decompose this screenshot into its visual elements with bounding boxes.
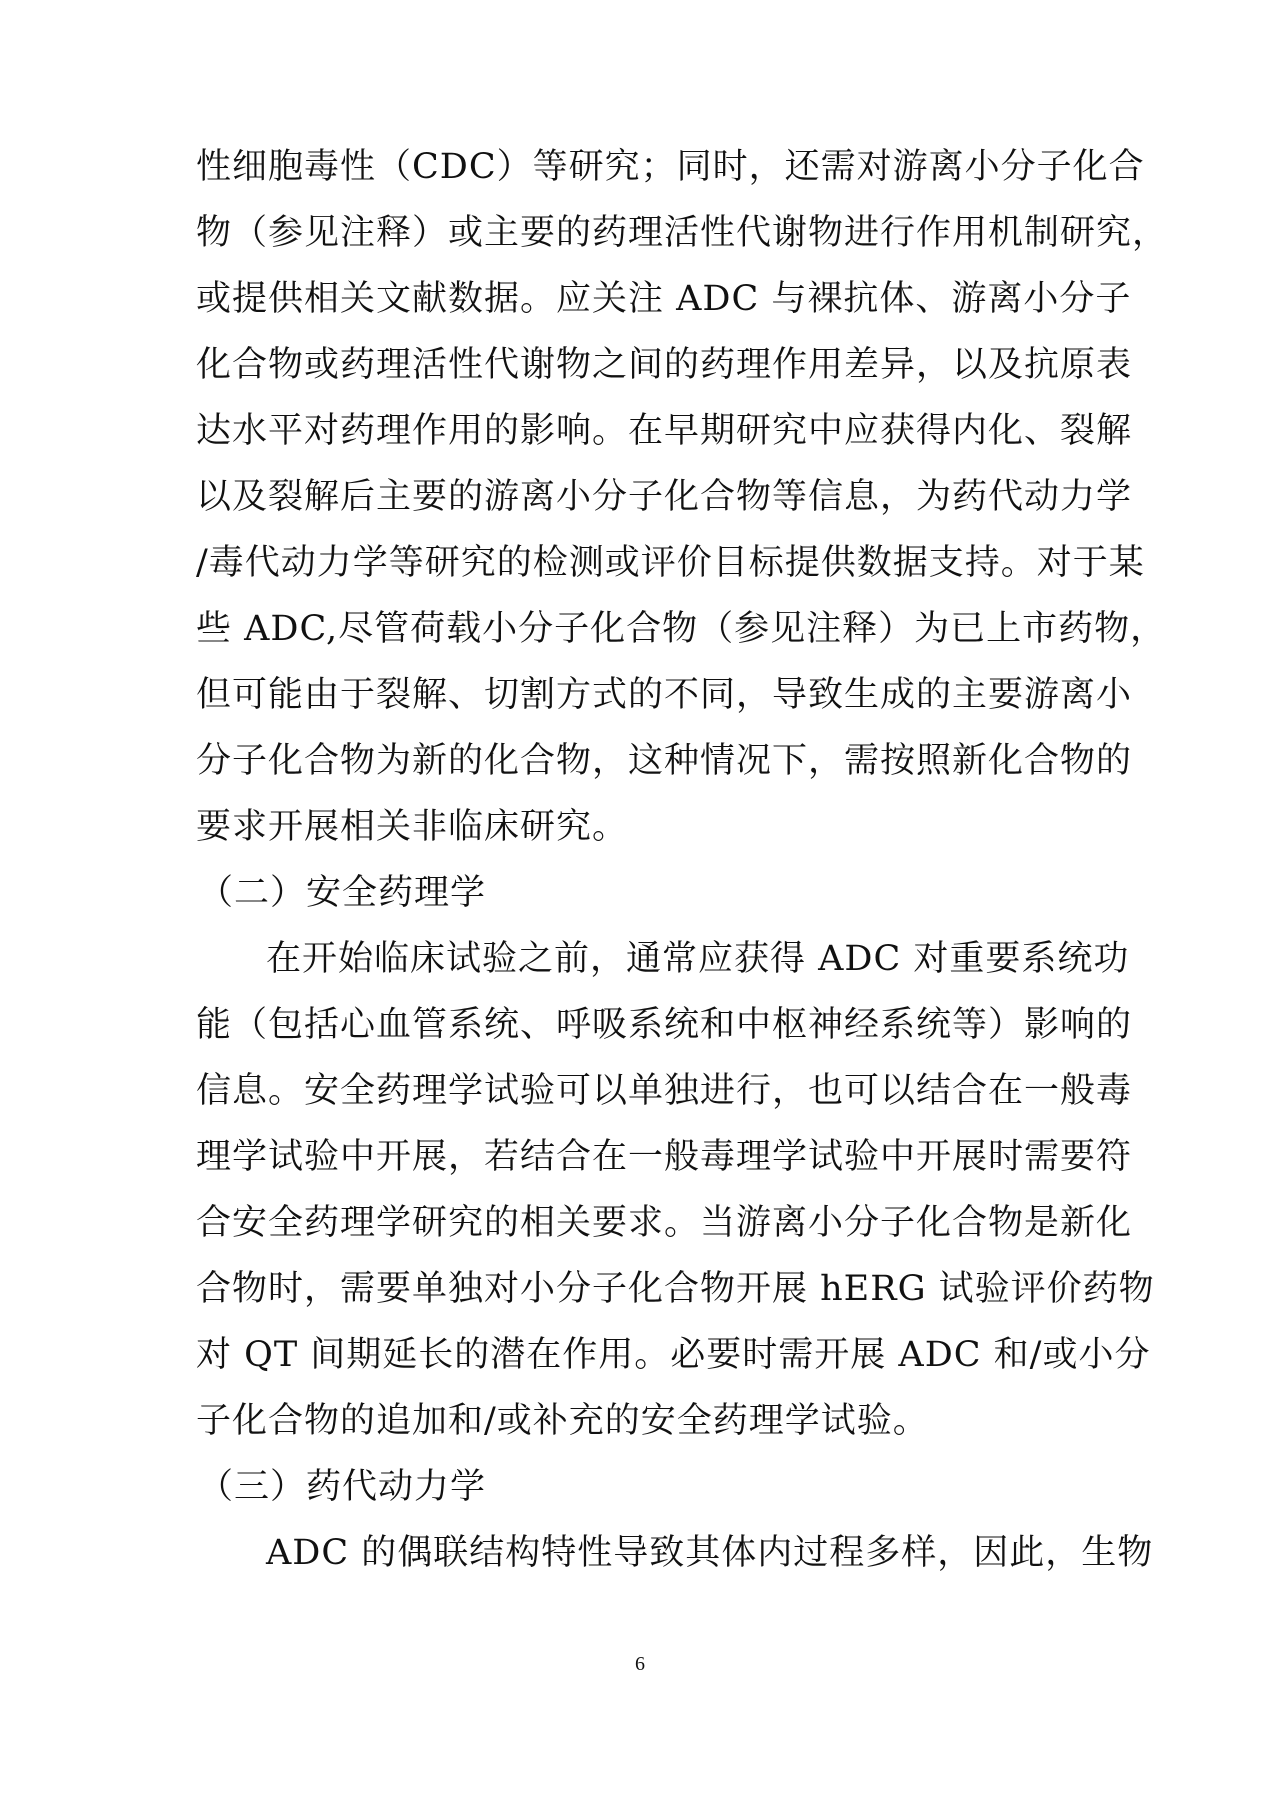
text-line: 但可能由于裂解、切割方式的不同，导致生成的主要游离小	[196, 675, 1133, 715]
page-number: 6	[635, 1653, 645, 1675]
text-line: 或提供相关文献数据。应关注 ADC 与裸抗体、游离小分子	[196, 279, 1132, 319]
text-line: 在开始临床试验之前，通常应获得 ADC 对重要系统功	[266, 939, 1130, 979]
text-line: 化合物或药理活性代谢物之间的药理作用差异，以及抗原表	[196, 345, 1133, 385]
text-line: 要求开展相关非临床研究。	[196, 807, 629, 847]
section-heading-safety-pharmacology: （二）安全药理学	[198, 873, 487, 913]
section-heading-pharmacokinetics: （三）药代动力学	[198, 1467, 487, 1507]
text-line: 性细胞毒性（CDC）等研究；同时，还需对游离小分子化合	[196, 147, 1145, 187]
text-line: 物（参见注释）或主要的药理活性代谢物进行作用机制研究，	[196, 213, 1169, 253]
text-line: 信息。安全药理学试验可以单独进行，也可以结合在一般毒	[196, 1071, 1133, 1111]
text-line: 些 ADC,尽管荷载小分子化合物（参见注释）为已上市药物，	[196, 609, 1167, 649]
text-line: 能（包括心血管系统、呼吸系统和中枢神经系统等）影响的	[196, 1005, 1133, 1045]
text-line: 分子化合物为新的化合物，这种情况下，需按照新化合物的	[196, 741, 1133, 781]
text-line: 对 QT 间期延长的潜在作用。必要时需开展 ADC 和/或小分	[196, 1335, 1151, 1375]
text-line: 理学试验中开展，若结合在一般毒理学试验中开展时需要符	[196, 1137, 1133, 1177]
text-line: 合物时，需要单独对小分子化合物开展 hERG 试验评价药物	[196, 1269, 1155, 1309]
text-line: 以及裂解后主要的游离小分子化合物等信息，为药代动力学	[196, 477, 1133, 517]
text-line: 合安全药理学研究的相关要求。当游离小分子化合物是新化	[196, 1203, 1133, 1243]
text-line: /毒代动力学等研究的检测或评价目标提供数据支持。对于某	[196, 543, 1145, 583]
text-line: ADC 的偶联结构特性导致其体内过程多样，因此，生物	[266, 1533, 1154, 1573]
text-line: 达水平对药理作用的影响。在早期研究中应获得内化、裂解	[196, 411, 1133, 451]
text-line: 子化合物的追加和/或补充的安全药理学试验。	[196, 1401, 929, 1441]
